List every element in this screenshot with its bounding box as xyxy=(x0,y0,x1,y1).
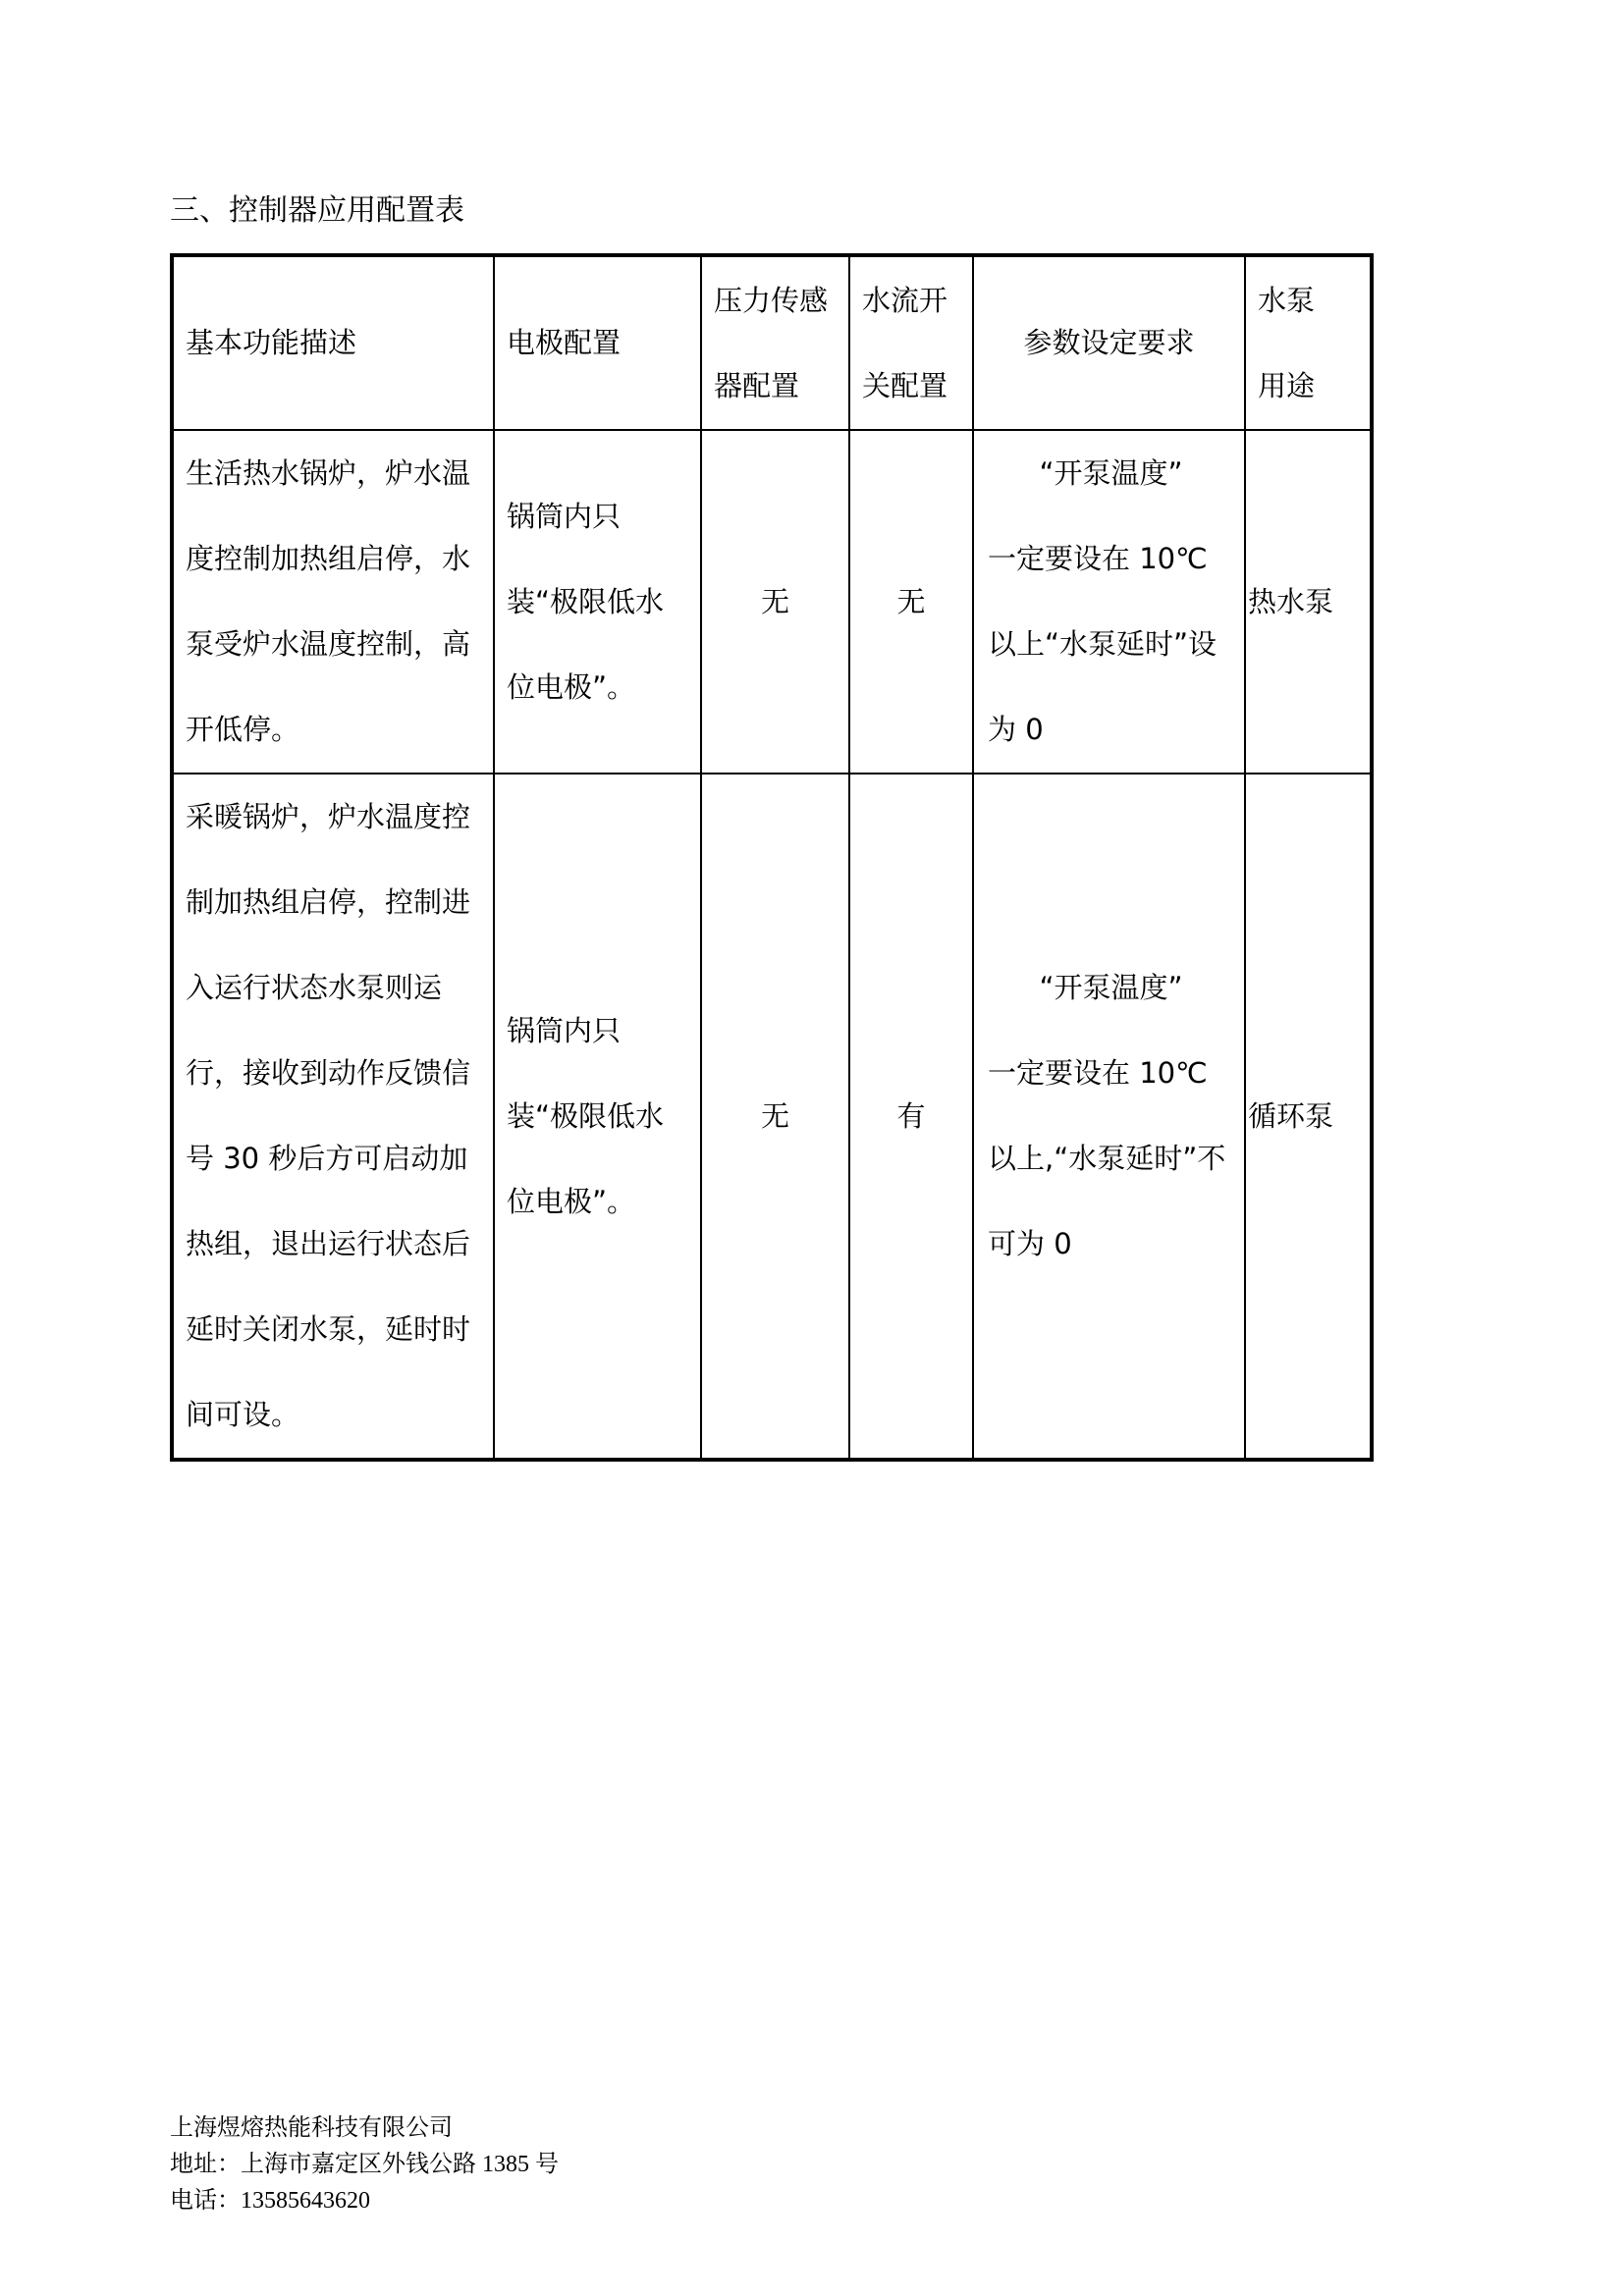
row-description: 采暖锅炉，炉水温度控制加热组启停，控制进入运行状态水泵则运行，接收到动作反馈信号 30 秒后方可启动加热组，退出运行状态后延时关闭水泵，延时时间可设。 xyxy=(172,774,494,1460)
footer-address: 地址：上海市嘉定区外钱公路 1385 号 xyxy=(170,2152,559,2177)
table-row xyxy=(172,430,1372,774)
header-params: 参数设定要求 xyxy=(973,255,1245,430)
table-row xyxy=(172,774,1372,1460)
row-flow: 无 xyxy=(849,430,973,774)
footer-company: 上海煜熔热能科技有限公司 xyxy=(170,2115,453,2141)
table-header-row xyxy=(172,255,1372,430)
row-electrode: 锅筒内只装“极限低水位电极”。 xyxy=(494,430,701,774)
footer-phone: 电话：13585643620 xyxy=(170,2188,370,2214)
page-footer xyxy=(170,2110,559,2219)
header-flow: 水流开 关配置 xyxy=(849,255,973,430)
row-params: “开泵温度” 一定要设在 10℃以上,“水泵延时”不可为 0 xyxy=(973,774,1245,1460)
row-electrode: 锅筒内只装“极限低水位电极”。 xyxy=(494,774,701,1460)
row-pressure: 无 xyxy=(701,430,849,774)
row-flow: 有 xyxy=(849,774,973,1460)
header-pressure: 压力传感 器配置 xyxy=(701,255,849,430)
header-pump-usage: 水泵 用途 xyxy=(1245,255,1372,430)
section-title: 三、控制器应用配置表 xyxy=(170,193,464,228)
row-pressure: 无 xyxy=(701,774,849,1460)
row-description: 生活热水锅炉，炉水温度控制加热组启停，水泵受炉水温度控制，高开低停。 xyxy=(172,430,494,774)
controller-config-table xyxy=(170,253,1374,1462)
row-pump-usage: 热水泵 xyxy=(1245,430,1372,774)
row-params: “开泵温度” 一定要设在 10℃以上“水泵延时”设为 0 xyxy=(973,430,1245,774)
header-electrode: 电极配置 xyxy=(494,255,701,430)
row-pump-usage: 循环泵 xyxy=(1245,774,1372,1460)
header-description: 基本功能描述 xyxy=(172,255,494,430)
